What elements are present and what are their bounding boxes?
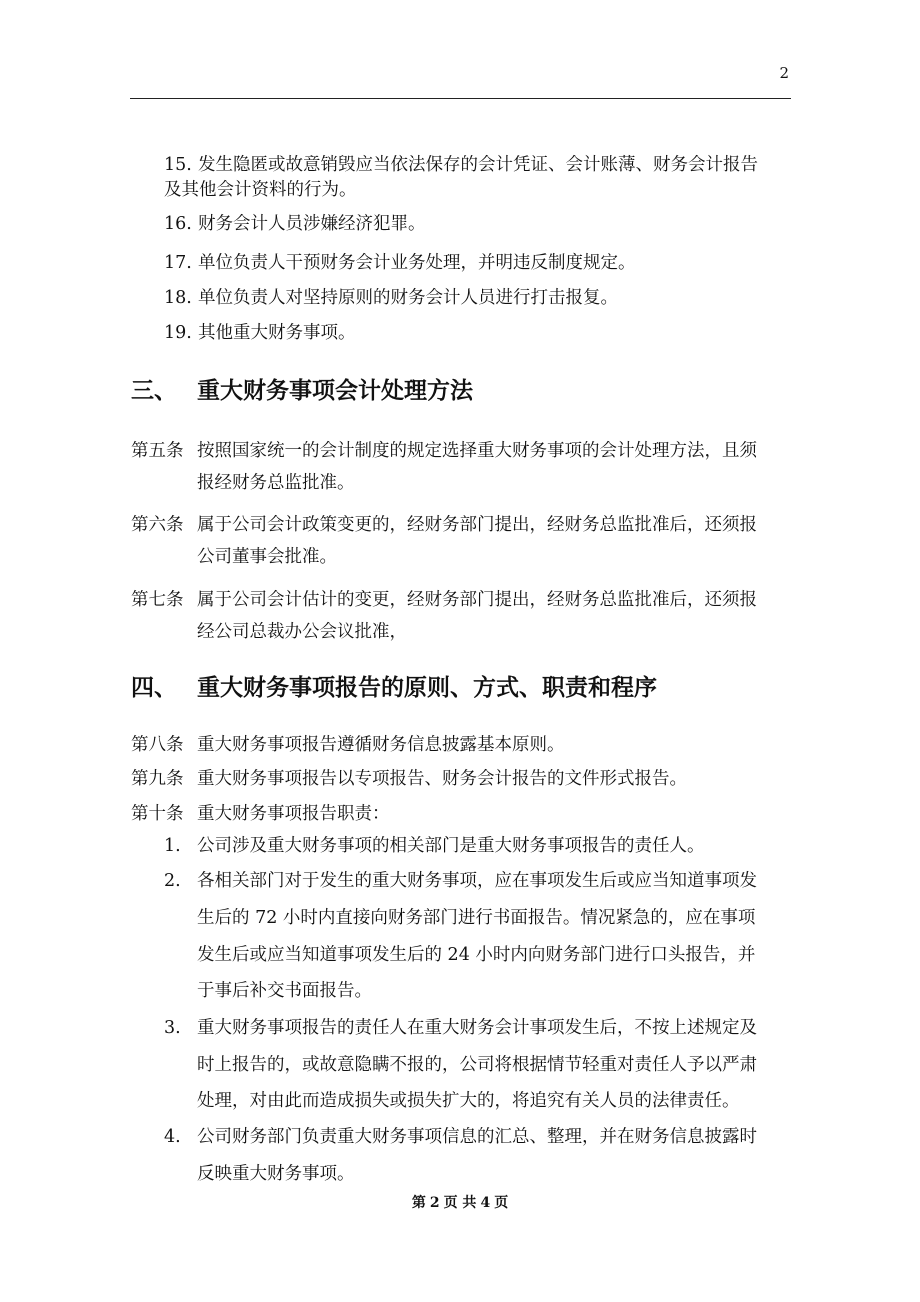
- duty-number: 4.: [164, 1127, 181, 1147]
- article-label: 第五条: [131, 441, 184, 461]
- duty-text: 时上报告的，或故意隐瞒不报的，公司将根据情节轻重对责任人予以严肃: [197, 1055, 757, 1075]
- footer-prefix: 第: [411, 1195, 426, 1211]
- footer-mid: 页 共: [443, 1195, 477, 1211]
- section-number: 三、: [131, 378, 177, 404]
- article-label: 第八条: [131, 735, 184, 755]
- duty-text: 发生后或应当知道事项发生后的 24 小时内向财务部门进行口头报告，并: [197, 945, 756, 965]
- duty-text: 反映重大财务事项。: [197, 1164, 355, 1184]
- item-text: 财务会计人员涉嫌经济犯罪。: [198, 214, 426, 234]
- item-text: 单位负责人干预财务会计业务处理，并明违反制度规定。: [198, 253, 636, 273]
- item-text: 其他重大财务事项。: [198, 323, 356, 343]
- page-footer: [0, 1192, 920, 1212]
- footer-total-pages: 4: [480, 1195, 491, 1211]
- article-text: 按照国家统一的会计制度的规定选择重大财务事项的会计处理方法，且须: [197, 441, 757, 461]
- duty-text: 各相关部门对于发生的重大财务事项，应在事项发生后或应当知道事项发: [197, 871, 757, 891]
- article-text: 公司董事会批准。: [197, 547, 337, 567]
- duty-text: 公司涉及重大财务事项的相关部门是重大财务事项报告的责任人。: [197, 836, 705, 856]
- article-text: 属于公司会计政策变更的，经财务部门提出，经财务总监批准后，还须报: [197, 515, 757, 535]
- duty-text: 生后的 72 小时内直接向财务部门进行书面报告。情况紧急的，应在事项: [197, 908, 756, 928]
- article-label: 第九条: [131, 769, 184, 789]
- item-text: 发生隐匿或故意销毁应当依法保存的会计凭证、会计账薄、财务会计报告: [198, 155, 758, 175]
- duty-text: 公司财务部门负责重大财务事项信息的汇总、整理，并在财务信息披露时: [197, 1127, 757, 1147]
- item-number: 15.: [164, 155, 192, 175]
- article-label: 第六条: [131, 515, 184, 535]
- article-text: 报经财务总监批准。: [197, 473, 355, 493]
- article-text: 重大财务事项报告职责：: [197, 804, 390, 824]
- duty-number: 1.: [164, 836, 181, 856]
- article-text: 重大财务事项报告以专项报告、财务会计报告的文件形式报告。: [197, 769, 687, 789]
- item-number: 19.: [164, 323, 192, 343]
- article-label: 第十条: [131, 804, 184, 824]
- footer-suffix: 页: [494, 1195, 509, 1211]
- duty-text: 处理，对由此而造成损失或损失扩大的，将追究有关人员的法律责任。: [197, 1091, 740, 1111]
- item-number: 17.: [164, 253, 192, 273]
- section-title: 重大财务事项会计处理方法: [197, 378, 473, 404]
- footer-current-page: 2: [429, 1195, 440, 1211]
- item-number: 16.: [164, 214, 192, 234]
- article-text: 重大财务事项报告遵循财务信息披露基本原则。: [197, 735, 565, 755]
- section-number: 四、: [131, 675, 177, 701]
- duty-text: 于事后补交书面报告。: [197, 981, 372, 1001]
- page-number: 2: [779, 64, 789, 82]
- article-label: 第七条: [131, 590, 184, 610]
- header-rule: [130, 98, 791, 99]
- article-text: 属于公司会计估计的变更，经财务部门提出，经财务总监批准后，还须报: [197, 590, 757, 610]
- duty-text: 重大财务事项报告的责任人在重大财务会计事项发生后，不按上述规定及: [197, 1018, 757, 1038]
- duty-number: 2.: [164, 871, 181, 891]
- article-text: 经公司总裁办公会议批准，: [197, 622, 407, 642]
- section-title: 重大财务事项报告的原则、方式、职责和程序: [197, 675, 657, 701]
- item-text: 单位负责人对坚持原则的财务会计人员进行打击报复。: [198, 288, 618, 308]
- duty-number: 3.: [164, 1018, 181, 1038]
- item-number: 18.: [164, 288, 192, 308]
- item-text: 及其他会计资料的行为。: [164, 180, 357, 200]
